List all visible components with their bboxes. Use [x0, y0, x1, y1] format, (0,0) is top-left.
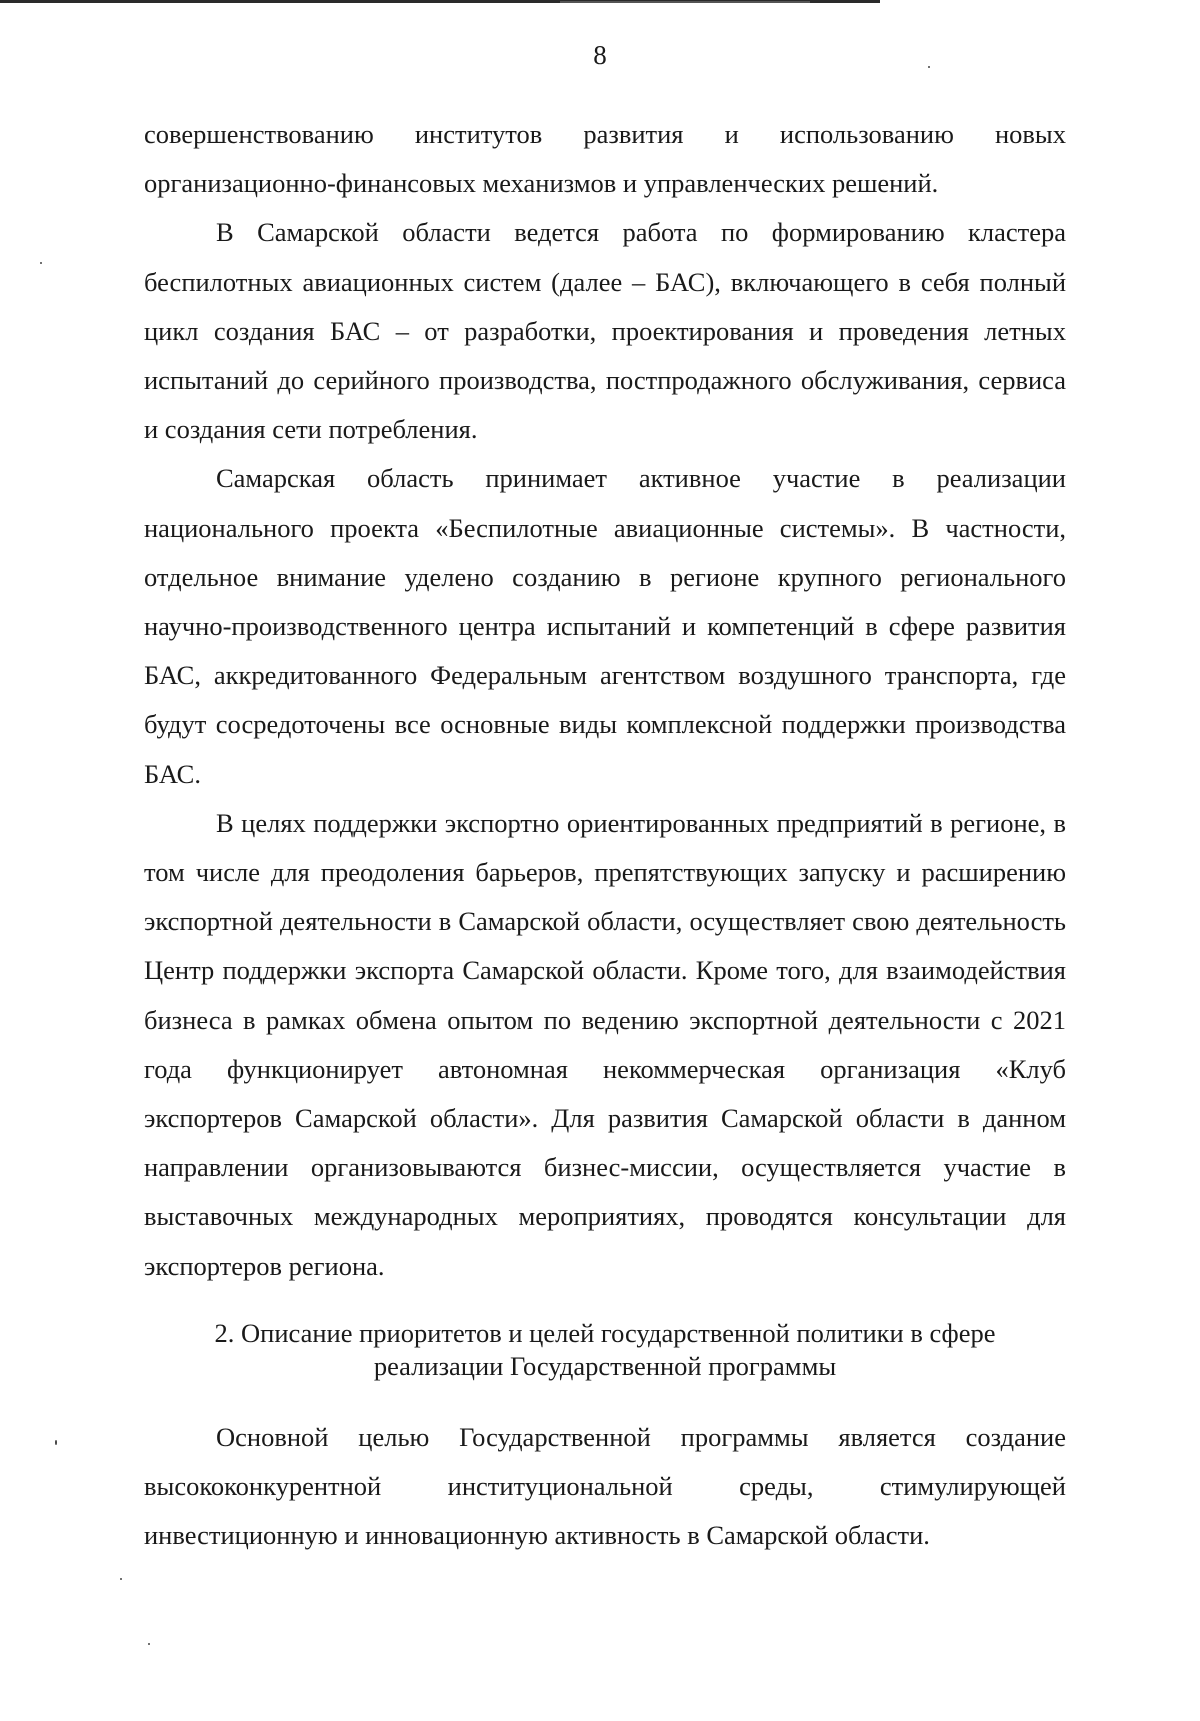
document-body: [144, 110, 1066, 1560]
scan-edge-line-secondary: [560, 1, 810, 3]
scan-speck: [120, 1578, 122, 1580]
paragraph-main-goal: Основной целью Государственной программы является создание высококонкурентной институциональной среды, стимулирующей инвестиционную и инновационную активность в Самарской области.: [144, 1421, 1066, 1551]
scan-speck: [40, 262, 42, 264]
paragraph-national-project: Самарская область принимает активное участие в реализации национального проекта «Беспилотные авиационные системы». В частности, отдельное внимание уделено созданию в регионе крупного регионального научно-производственного центра испытаний и компетенций в сфере развития БАС, аккредитованного Федеральным агентством воздушного транспорта, где будут сосредоточены все основные виды комплексной поддержки производства БАС.: [144, 463, 1066, 789]
scan-speck: [148, 1643, 150, 1645]
page-number: 8: [593, 40, 607, 70]
section-heading-line-2: реализации Государственной программы: [373, 1350, 837, 1381]
scan-speck: [928, 66, 930, 68]
paragraph-continuation: совершенствованию институтов развития и использованию новых организационно-финансовых механизмов и управленческих решений.: [144, 119, 1066, 199]
scan-speck: [55, 1440, 57, 1445]
section-heading-line-1: 2. Описание приоритетов и целей государственной политики в сфере: [214, 1317, 996, 1348]
paragraph-bas-cluster: В Самарской области ведется работа по формированию кластера беспилотных авиационных систем (далее – БАС), включающего в себя полный цикл создания БАС – от разработки, проектирования и проведения летных испытаний до серийного производства, постпродажного обслуживания, сервиса и создания сети потребления.: [144, 217, 1066, 445]
paragraph-export-support: В целях поддержки экспортно ориентированных предприятий в регионе, в том числе для преодоления барьеров, препятствующих запуску и расширению экспортной деятельности в Самарской области, осуществляет свою деятельность Центр поддержки экспорта Самарской области. Кроме того, для взаимодействия бизнеса в рамках обмена опытом по ведению экспортной деятельности с 2021 года функционирует автономная некоммерческая организация «Клуб экспортеров Самарской области». Для развития Самарской области в данном направлении организовываются бизнес-миссии, осуществляется участие в выставочных международных мероприятиях, проводятся консультации для экспортеров региона.: [144, 807, 1066, 1281]
section-heading: [144, 1317, 1066, 1383]
